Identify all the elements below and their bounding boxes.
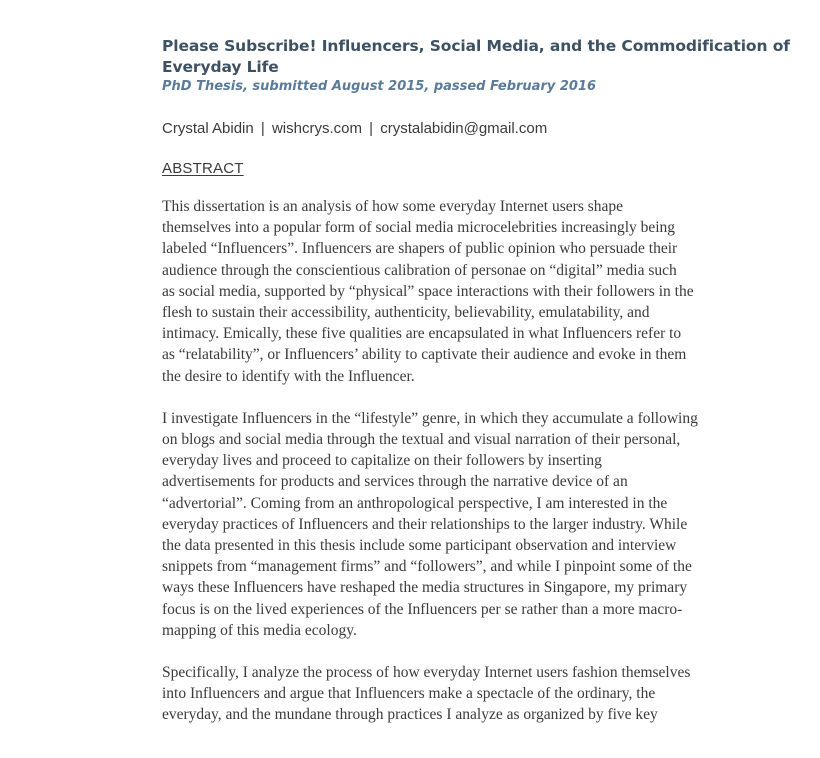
author-separator: | xyxy=(260,120,265,137)
author-line xyxy=(162,119,547,139)
author-email: crystalabidin@gmail.com xyxy=(380,120,548,137)
author-separator: | xyxy=(369,120,374,137)
abstract-paragraph-3: Specifically, I analyze the process of how everyday Internet users fashion themselves into Influencers and argue that Influencers make a spectacle of the ordinary, the everyday, and the mundane through practices I analyze as organized by five key xyxy=(162,664,691,724)
abstract-body xyxy=(162,196,802,747)
document-title: Please Subscribe! Influencers, Social Media, and the Commodification of Everyday Life xyxy=(162,37,790,76)
abstract-paragraph-2: I investigate Influencers in the “lifestyle” genre, in which they accumulate a following on blogs and social media through the textual and visual narration of their personal, everyday lives and proceed to capitalize on their followers by inserting advertisements for products and services through the narrative device of an “advertorial”. Coming from an anthropological perspective, I am interested in the everyday practices of Influencers and their relationships to the larger industry. While the data presented in this thesis include some participant observation and interview snippets from “management firms” and “followers”, and while I pinpoint some of the ways these Influencers have reshaped the media structures in Singapore, my primary focus is on the lived experiences of the Influencers per se rather than a more macro- mapping of this media ecology. xyxy=(162,409,698,639)
author-website: wishcrys.com xyxy=(271,120,362,137)
author-name: Crystal Abidin xyxy=(162,120,254,137)
document-header xyxy=(162,36,802,96)
abstract-paragraph-1: This dissertation is an analysis of how some everyday Internet users shape themselves into a popular form of social media microcelebrities increasingly being labeled “Influencers”. Influencers are shapers of public opinion who persuade their audience through the conscientious calibration of personae on “digital” media such as social media, supported by “physical” space interactions with their followers in the flesh to sustain their accessibility, authenticity, believability, emulatability, and intimacy. Emically, these five qualities are encapsulated in what Influencers refer to as “relatability”, or Influencers’ ability to captivate their audience and evoke in them the desire to identify with the Influencer. xyxy=(162,198,694,385)
document-subtitle: PhD Thesis, submitted August 2015, passed February 2016 xyxy=(162,79,597,94)
abstract-heading: ABSTRACT xyxy=(162,160,244,177)
